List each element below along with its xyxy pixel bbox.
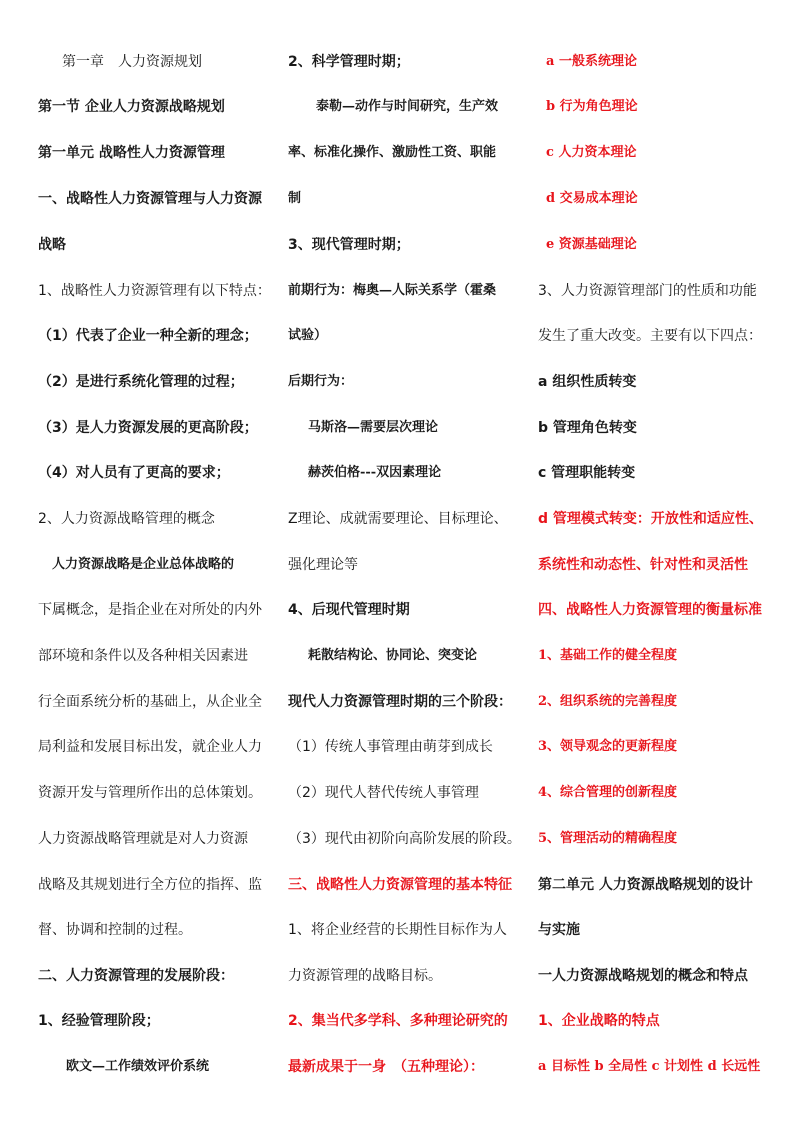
text-line: 泰勒—动作与时间研究，生产效	[316, 99, 499, 114]
text-line: Z理论、成就需要理论、目标理论、	[288, 511, 508, 527]
theory-item: d 交易成本理论	[546, 191, 638, 206]
list-item: d 管理模式转变：开放性和适应性、	[538, 511, 763, 527]
text-line: 战略及其规划进行全方位的指挥、监	[38, 877, 262, 893]
text-line: 人力资源战略管理就是对人力资源	[38, 831, 248, 847]
heading-line: 1、经验管理阶段；	[38, 1013, 160, 1029]
list-item: 3、领导观念的更新程度	[538, 739, 678, 754]
heading-line: 一、战略性人力资源管理与人力资源	[38, 191, 262, 207]
list-item: （4）对人员有了更高的要求；	[38, 465, 230, 481]
theory-item: a 一般系统理论	[546, 54, 637, 69]
heading-line: 3、现代管理时期；	[288, 237, 410, 253]
heading-line: 2、集当代多学科、多种理论研究的	[288, 1013, 508, 1029]
text-line: 行全面系统分析的基础上，从企业全	[38, 694, 262, 710]
list-item: （3）现代由初阶向高阶发展的阶段。	[288, 831, 521, 847]
theory-item: b 行为角色理论	[546, 99, 638, 114]
text-line: 资源开发与管理所作出的总体策划。	[38, 785, 262, 801]
heading-line: 现代人力资源管理时期的三个阶段：	[288, 694, 512, 710]
unit-title: 与实施	[538, 922, 580, 938]
text-line: 1、战略性人力资源管理有以下特点：	[38, 283, 271, 299]
heading-line: 二、人力资源管理的发展阶段：	[38, 968, 234, 984]
heading-line: 2、科学管理时期；	[288, 54, 410, 70]
text-line: 率、标准化操作、激励性工资、职能	[288, 145, 497, 160]
text-line: 人力资源战略是企业总体战略的	[52, 557, 235, 572]
text-line: 欧文—工作绩效评价系统	[66, 1059, 210, 1074]
list-item: （3）是人力资源发展的更高阶段；	[38, 420, 258, 436]
text-line: 试验）	[288, 328, 328, 343]
list-item: 4、综合管理的创新程度	[538, 785, 678, 800]
text-line: 下属概念，是指企业在对所处的内外	[38, 602, 262, 618]
section-title: 第一节 企业人力资源战略规划	[38, 99, 225, 115]
unit-title: 第一单元 战略性人力资源管理	[38, 145, 225, 161]
heading-line: 1、企业战略的特点	[538, 1013, 660, 1029]
list-item: 1、基础工作的健全程度	[538, 648, 678, 663]
list-item: （2）是进行系统化管理的过程；	[38, 374, 244, 390]
list-item: （1）传统人事管理由萌芽到成长	[288, 739, 493, 755]
heading-line: 战略	[38, 237, 66, 253]
text-line: 前期行为：梅奥—人际关系学（霍桑	[288, 283, 497, 298]
list-item: b 管理角色转变	[538, 420, 637, 436]
text-line: 力资源管理的战略目标。	[288, 968, 442, 984]
text-line: 局利益和发展目标出发，就企业人力	[38, 739, 262, 755]
list-item: 2、组织系统的完善程度	[538, 694, 678, 709]
text-line: 系统性和动态性、针对性和灵活性	[538, 557, 748, 573]
chapter-title: 第一章 人力资源规划	[62, 54, 202, 70]
theory-item: e 资源基础理论	[546, 237, 637, 252]
heading-line: 一人力资源战略规划的概念和特点	[538, 968, 748, 984]
text-line: 督、协调和控制的过程。	[38, 922, 192, 938]
text-line: 强化理论等	[288, 557, 358, 573]
text-line: 1、将企业经营的长期性目标作为人	[288, 922, 507, 938]
list-item: c 管理职能转变	[538, 465, 636, 481]
text-line: a 目标性 b 全局性 c 计划性 d 长远性	[538, 1059, 761, 1074]
heading-line: 三、战略性人力资源管理的基本特征	[288, 877, 512, 893]
theory-item: c 人力资本理论	[546, 145, 637, 160]
heading-line: 最新成果于一身 （五种理论）：	[288, 1059, 484, 1075]
list-item: （1）代表了企业一种全新的理念；	[38, 328, 258, 344]
heading-line: 4、后现代管理时期	[288, 602, 410, 618]
text-line: 3、人力资源管理部门的性质和功能	[538, 283, 757, 299]
text-line: 部环境和条件以及各种相关因素进	[38, 648, 248, 664]
text-line: 耗散结构论、协同论、突变论	[308, 648, 478, 663]
text-line: 后期行为：	[288, 374, 354, 389]
list-item: a 组织性质转变	[538, 374, 637, 390]
text-line: 2、人力资源战略管理的概念	[38, 511, 215, 527]
heading-line: 四、战略性人力资源管理的衡量标准	[538, 602, 762, 618]
list-item: 5、管理活动的精确程度	[538, 831, 678, 846]
text-line: 赫茨伯格---双因素理论	[308, 465, 442, 480]
text-line: 马斯洛—需要层次理论	[308, 420, 439, 435]
unit-title: 第二单元 人力资源战略规划的设计	[538, 877, 753, 893]
list-item: （2）现代人替代传统人事管理	[288, 785, 479, 801]
text-line: 制	[288, 191, 302, 206]
text-line: 发生了重大改变。主要有以下四点：	[538, 328, 762, 344]
